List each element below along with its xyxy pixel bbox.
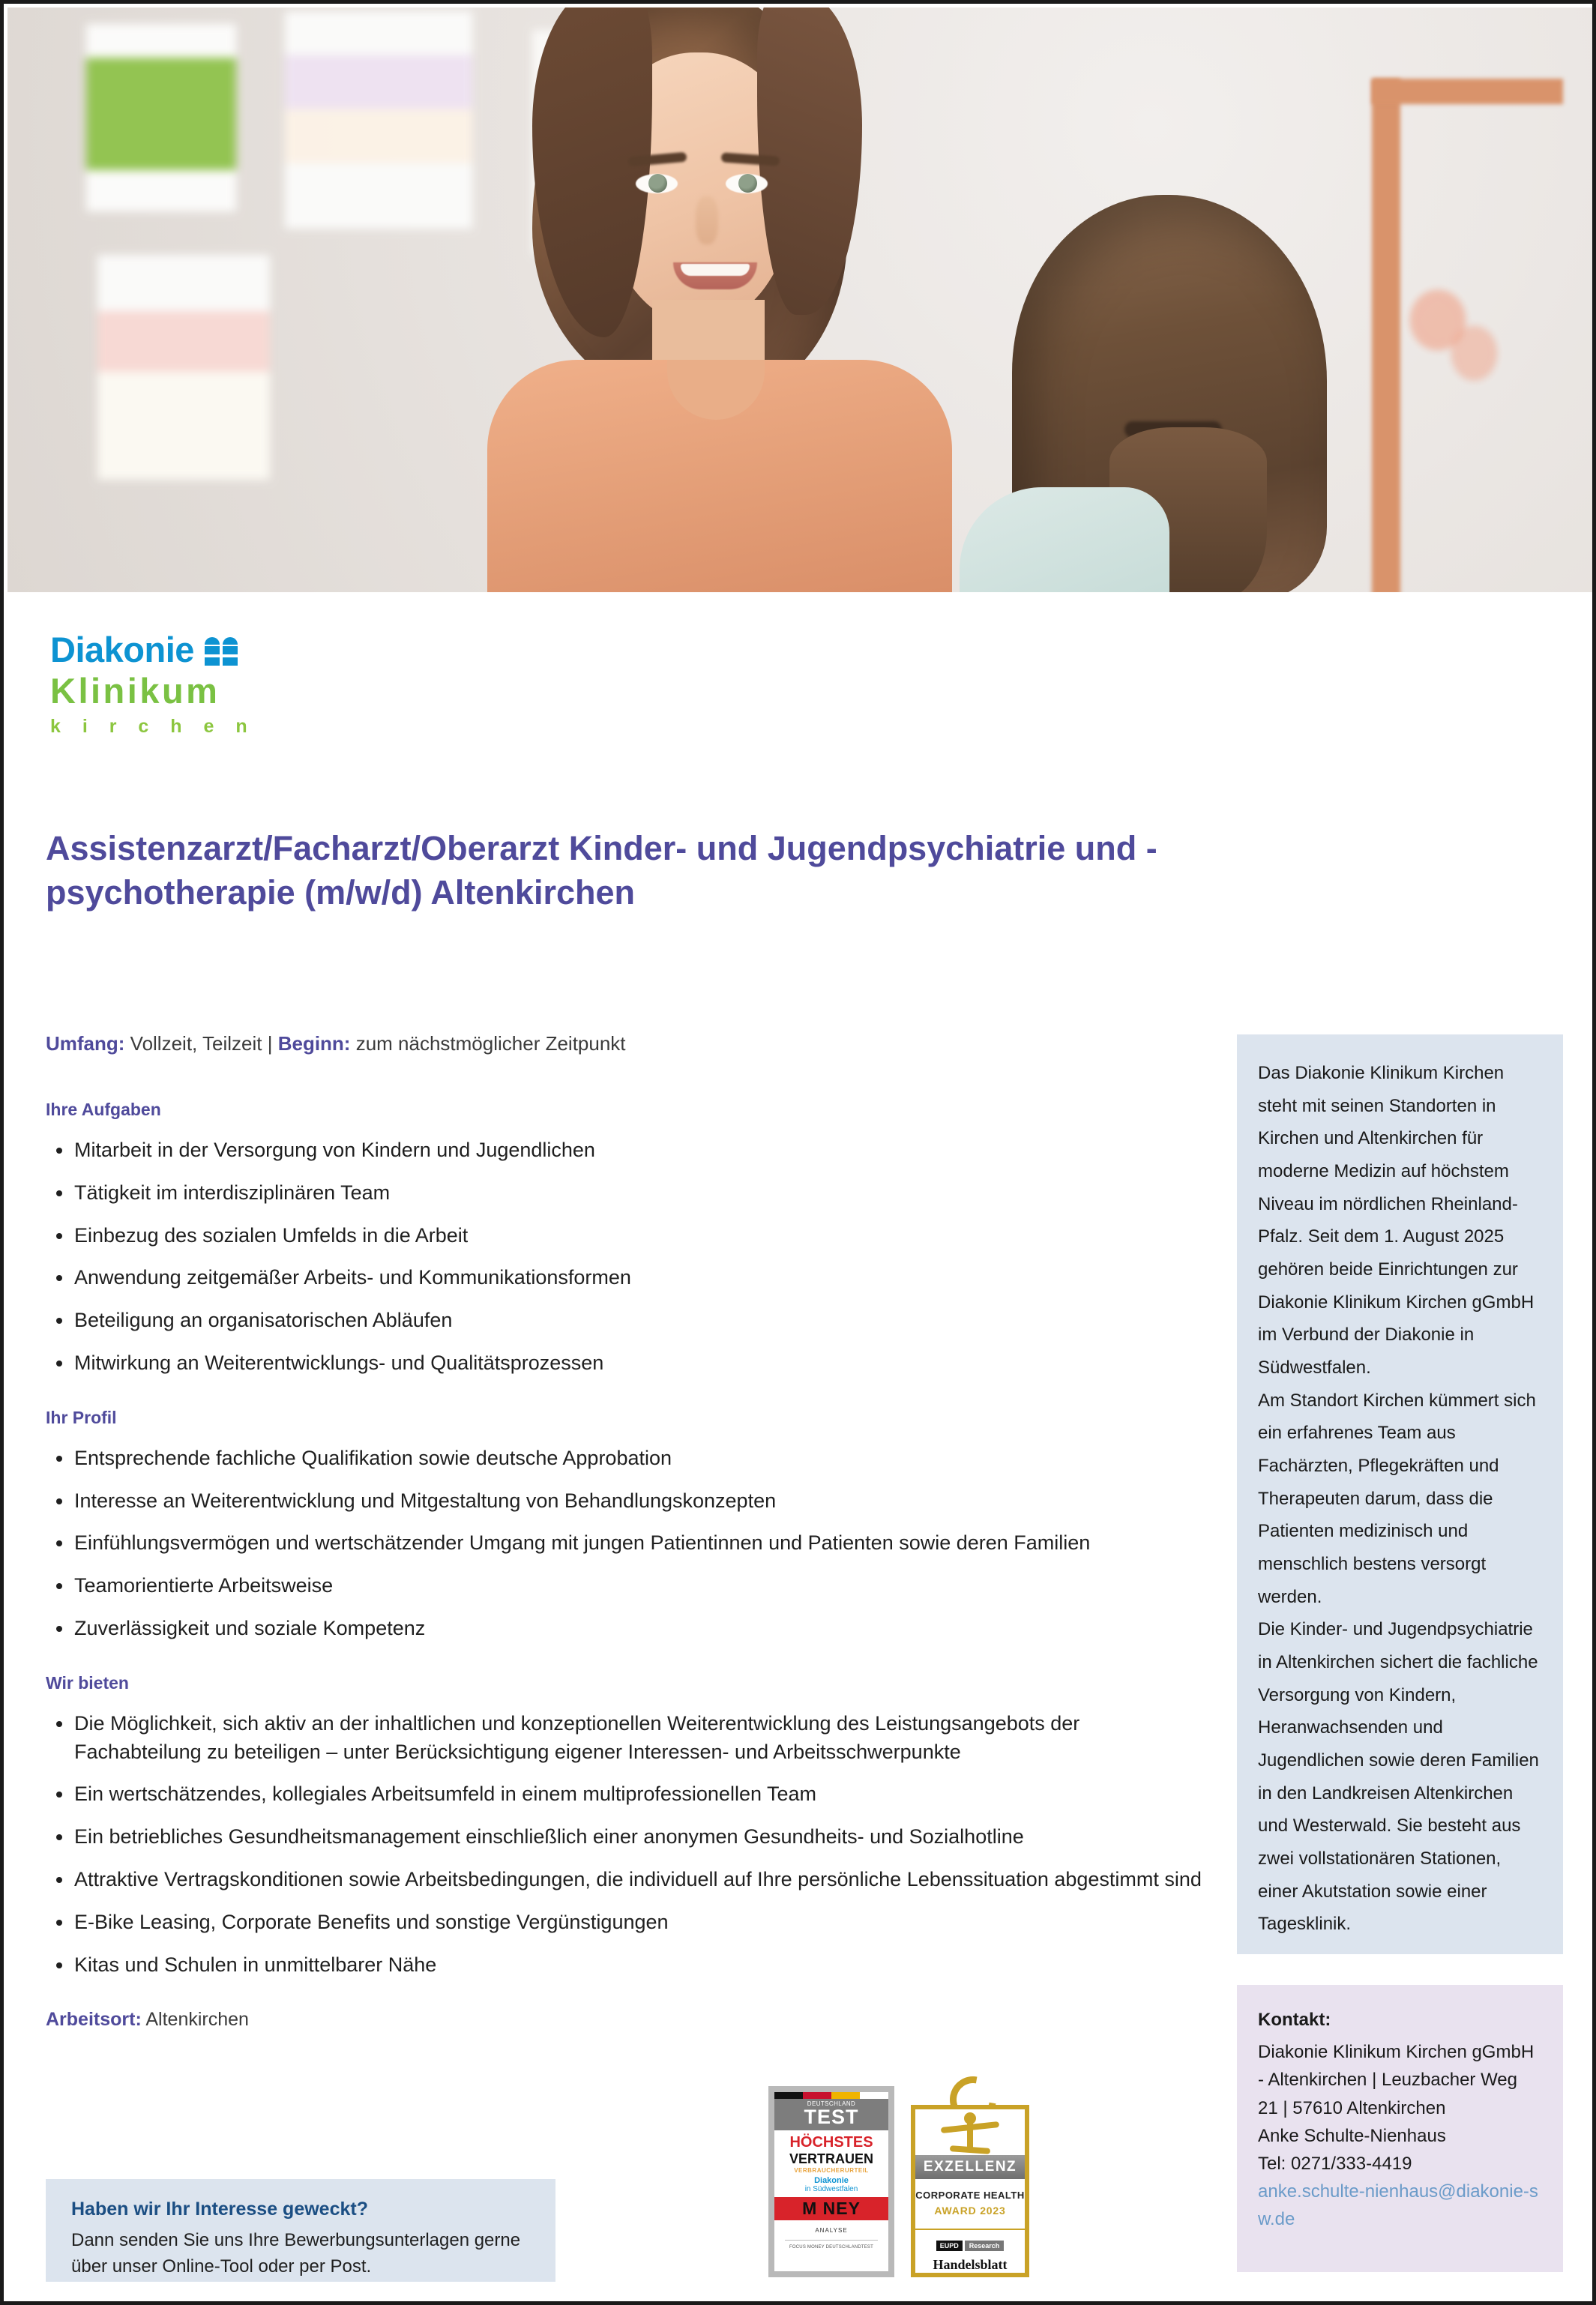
logo-diakonie-text: Diakonie [50, 630, 194, 669]
badge-test-label: TEST [804, 2106, 859, 2128]
eupd-label: EUPD [936, 2241, 963, 2251]
list-item: Ein betriebliches Gesundheitsmanagement einschließlich einer anonymen Gesundheits- und Sozialhotline [46, 1823, 1204, 1851]
wall-drawing [97, 255, 270, 480]
eupd-research-logo [915, 2241, 1025, 2251]
section-bullet-list [46, 1136, 1204, 1378]
beginn-value: zum nächstmöglicher Zeitpunkt [350, 1032, 626, 1055]
list-item: Kitas und Schulen in unmittelbarer Nähe [46, 1951, 1204, 1980]
contact-phone: Tel: 0271/333-4419 [1258, 2153, 1412, 2174]
wall-drawing [86, 24, 236, 211]
diakonie-klinikum-logo [50, 632, 256, 738]
exzellenz-label: EXZELLENZ [915, 2155, 1025, 2179]
arbeitsort-line [46, 2009, 1204, 2031]
cta-box [46, 2179, 555, 2282]
job-sections [46, 1100, 1204, 2031]
umfang-label: Umfang: [46, 1032, 125, 1055]
badge-org-name: Diakonie [814, 2176, 849, 2185]
research-label: Research [965, 2241, 1005, 2251]
list-item: Interesse an Weiterentwicklung und Mitgestaltung von Behandlungskonzepten [46, 1487, 1204, 1516]
german-flag-icon [774, 2092, 888, 2099]
list-item: Ein wertschätzendes, kollegiales Arbeitsumfeld in einem multiprofessionellen Team [46, 1780, 1204, 1809]
focus-money-badge [768, 2086, 894, 2277]
list-item: E-Bike Leasing, Corporate Benefits und sonstige Vergünstigungen [46, 1908, 1204, 1937]
contact-address: Diakonie Klinikum Kirchen gGmbH - Altenkirchen | Leuzbacher Weg 21 | 57610 Altenkirchen [1258, 2042, 1535, 2118]
contact-person: Anke Schulte-Nienhaus [1258, 2125, 1446, 2146]
corporate-health-label: CORPORATE HEALTH [915, 2190, 1025, 2201]
arbeitsort-value: Altenkirchen [141, 2009, 249, 2031]
list-item: Die Möglichkeit, sich aktiv an der inhaltlichen und konzeptionellen Weiterentwicklung des Leistungsangebots der Fachabteilung zu beteiligen – unter Berücksichtigung eigener Interessen- und Arbeitsschwerpunkte [46, 1710, 1204, 1767]
deutschland-test-header [774, 2099, 888, 2130]
therapist-nose [696, 196, 718, 244]
badge-hoechstes: HÖCHSTES [789, 2134, 873, 2151]
company-info-box [1237, 1034, 1563, 1954]
list-item: Einbezug des sozialen Umfelds in die Arbeit [46, 1222, 1204, 1250]
umfang-value: Vollzeit, Teilzeit | [124, 1032, 278, 1055]
job-meta [46, 1032, 1170, 1055]
cta-body: Dann senden Sie uns Ihre Bewerbungsunterlagen gerne über unser Online-Tool oder per Post. [71, 2230, 521, 2277]
logo-top-row [50, 632, 256, 667]
badge-money-brand: M NEY [774, 2197, 888, 2220]
list-item: Attraktive Vertragskonditionen sowie Arbeitsbedingungen, die individuell auf Ihre persönliche Lebenssituation abgestimmt sind [46, 1866, 1204, 1894]
human-figure-icon [915, 2109, 1025, 2155]
health-badge-divider [915, 2229, 1025, 2230]
badge-footer-source: FOCUS MONEY DEUTSCHLANDTEST [789, 2245, 873, 2250]
handelsblatt-label: Handelsblatt [933, 2257, 1008, 2272]
info-paragraph: Das Diakonie Klinikum Kirchen steht mit seinen Standorten in Kirchen und Altenkirchen für moderne Medizin auf höchstem Niveau im nördlichen Rheinland-Pfalz. Seit dem 1. August 2025 gehören beide Einrichtungen zur Diakonie Klinikum Kirchen gGmbH im Verbund der Diakonie in Südwestfalen. [1258, 1063, 1535, 1379]
badge-verbraucherurteil: VERBRAUCHERURTEIL [794, 2167, 869, 2174]
badge-org-region: in Südwestfalen [804, 2185, 858, 2193]
arbeitsort-label: Arbeitsort: [46, 2009, 142, 2031]
list-item: Entsprechende fachliche Qualifikation sowie deutsche Approbation [46, 1444, 1204, 1473]
logo-klinikum-text: Klinikum [50, 671, 220, 711]
wall-drawing [285, 11, 472, 229]
door-frame-top [1372, 79, 1563, 104]
diakonie-crown-icon [205, 634, 238, 666]
contact-heading: Kontakt: [1258, 2010, 1331, 2030]
logo-kirchen-text: k i r c h e n [50, 716, 256, 737]
list-item: Tätigkeit im interdisziplinären Team [46, 1179, 1204, 1208]
therapist-teeth [681, 264, 750, 276]
section-heading: Wir bieten [46, 1672, 129, 1693]
beginn-label: Beginn: [277, 1032, 351, 1055]
badge-country-label: DEUTSCHLAND [807, 2100, 856, 2107]
hero-photo [7, 7, 1596, 592]
list-item: Teamorientierte Arbeitsweise [46, 1572, 1204, 1600]
list-item: Beteiligung an organisatorischen Abläufen [46, 1307, 1204, 1335]
info-paragraph: Am Standort Kirchen kümmert sich ein erfahrenes Team aus Fachärzten, Pflegekräften und Therapeuten darum, dass die Patienten medizinisch und menschlich bestens versorgt werden. [1258, 1390, 1536, 1607]
badge-vertrauen: VERTRAUEN [789, 2151, 873, 2166]
contact-email-link[interactable]: anke.schulte-nienhaus@diakonie-sw.de [1258, 2181, 1538, 2230]
health-badge-body [911, 2105, 1029, 2277]
section-bullet-list [46, 1710, 1204, 1980]
badge-analyse-label: ANALYSE [815, 2227, 848, 2234]
list-item: Mitarbeit in der Versorgung von Kindern und Jugendlichen [46, 1136, 1204, 1165]
list-item: Anwendung zeitgemäßer Arbeits- und Kommunikationsformen [46, 1264, 1204, 1292]
cta-heading: Haben wir Ihr Interesse geweckt? [71, 2199, 368, 2220]
door-frame [1372, 79, 1563, 592]
section-heading: Ihr Profil [46, 1407, 117, 1427]
list-item: Zuverlässigkeit und soziale Kompetenz [46, 1615, 1204, 1643]
award-badges [768, 2076, 1029, 2277]
page-title: Assistenzarzt/Facharzt/Oberarzt Kinder- und Jugendpsychiatrie und -psychotherapie (m/w/d) Altenkirchen [46, 829, 1157, 912]
contact-box [1237, 1985, 1563, 2272]
corporate-health-award-badge [911, 2076, 1029, 2277]
therapist-iris [738, 174, 757, 193]
section-bullet-list [46, 1444, 1204, 1643]
award-year-label: AWARD 2023 [934, 2205, 1006, 2217]
list-item: Mitwirkung an Weiterentwicklungs- und Qualitätsprozessen [46, 1349, 1204, 1378]
therapist-iris [648, 174, 667, 193]
info-paragraph: Die Kinder- und Jugendpsychiatrie in Altenkirchen sichert die fachliche Versorgung von Kindern, Heranwachsenden und Jugendlichen sowie deren Familien in den Landkreisen Altenkirchen und Westerwald. Sie besteht aus zwei vollstationären Stationen, einer Akutstation sowie einer Tagesklinik. [1258, 1619, 1539, 1935]
list-item: Einfühlungsvermögen und wertschätzender Umgang mit jungen Patientinnen und Patienten sowie deren Familien [46, 1529, 1204, 1558]
badge-divider [785, 2240, 878, 2241]
section-heading: Ihre Aufgaben [46, 1100, 161, 1119]
